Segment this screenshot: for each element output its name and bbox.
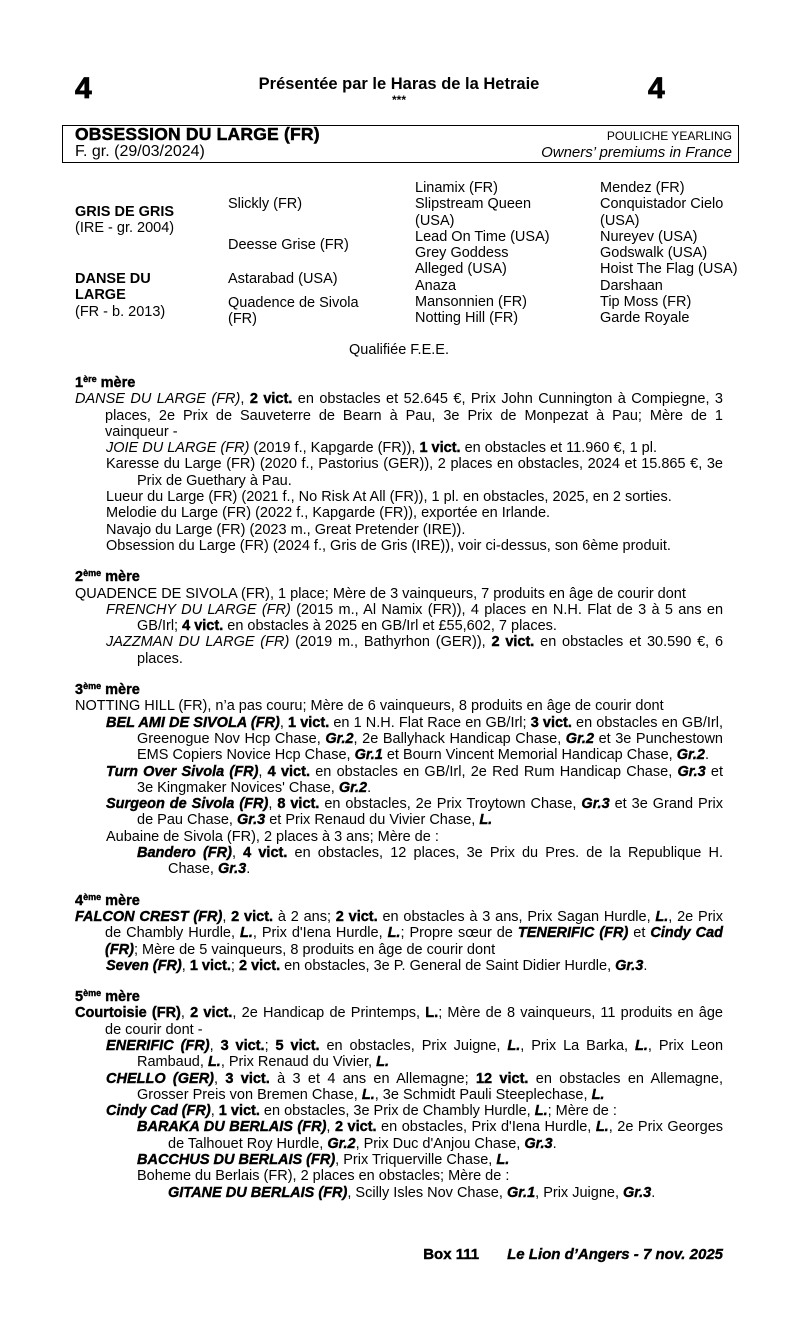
heading-ordinal: ère: [83, 374, 97, 384]
produce-entry: [75, 1119, 723, 1152]
entry-emphasis: 2 vict.: [249, 391, 293, 408]
dam-section-1: [75, 375, 723, 554]
dam-section-4: [75, 893, 723, 974]
produce-entry: [75, 456, 723, 489]
entry-text: Melodie du Large (FR) (2022 f., Kapgarde (FR)), exportée en Irlande.: [106, 505, 551, 522]
entry-text: , 3e Schmidt Pauli Steeplechase,: [374, 1086, 592, 1103]
heading-word: mère: [105, 682, 140, 699]
entry-text: ; Mère de 8 vainqueurs, 11 produits en âge de courir dont -: [105, 1005, 723, 1038]
section-heading: [75, 682, 723, 698]
sire-name: GRIS DE GRIS: [75, 204, 175, 220]
entry-emphasis: L.: [376, 1054, 390, 1071]
produce-entry: [75, 522, 723, 538]
entry-emphasis: L.: [595, 1119, 609, 1136]
entry-emphasis: L.: [496, 1152, 510, 1169]
dam-detail: (FR - b. 2013): [75, 303, 166, 320]
heading-word: mère: [100, 375, 136, 391]
entry-emphasis: Seven (FR): [106, 957, 182, 974]
entry-text: .: [643, 957, 648, 974]
entry-emphasis: 4 vict.: [182, 618, 224, 635]
entry-emphasis: Bandero (FR): [137, 845, 232, 862]
produce-entry: [75, 391, 723, 440]
entry-emphasis: Gr.3: [581, 796, 610, 813]
pedigree-gen2-item: Quadence de Sivola (FR): [228, 295, 359, 328]
entry-text: ,: [240, 391, 250, 408]
entry-emphasis: 2 vict.: [491, 634, 535, 651]
pedigree-dam: [75, 271, 185, 320]
entry-text: en obstacles en Allemagne, Grosser Preis von Bremen Chase,: [137, 1070, 724, 1103]
entry-text: ,: [209, 1037, 221, 1054]
pedigree-gen4: [600, 180, 780, 327]
entry-emphasis: L.: [591, 1086, 605, 1103]
entry-text: ;: [230, 957, 239, 974]
entry-emphasis: Turn Over Sivola (FR): [106, 763, 259, 780]
produce-entry: [75, 586, 723, 602]
dam-name: DANSE DU LARGE: [75, 271, 151, 304]
heading-ordinal: ème: [83, 891, 102, 902]
produce-entry: [75, 489, 723, 505]
entry-emphasis: GITANE DU BERLAIS (FR): [168, 1184, 348, 1201]
produce-entry: [75, 715, 723, 764]
entry-text: en obstacles, 3e Prix de Chambly Hurdle,: [259, 1103, 535, 1120]
heading-ordinal: ème: [83, 988, 102, 999]
pedigree-gen2-item: Deesse Grise (FR): [228, 237, 349, 253]
entry-text: , Prix La Barka,: [520, 1037, 636, 1054]
entry-text: Navajo du Large (FR) (2023 m., Great Pretender (IRE)).: [106, 521, 466, 538]
entry-emphasis: DANSE DU LARGE (FR): [75, 391, 241, 408]
pedigree-gen4-item: Hoist The Flag (USA): [600, 261, 738, 278]
entry-text: en obstacles, Prix Juigne,: [319, 1037, 508, 1054]
entry-text: Karesse du Large (FR) (2020 f., Pastorius (GER)), 2 places en obstacles, 2024 et 15.865 €, 3e Prix de Guethary à Pau.: [106, 456, 723, 489]
entry-emphasis: Gr.1: [506, 1184, 536, 1201]
entry-text: ,: [214, 1070, 226, 1087]
entry-text: en obstacles, 12 places, 3e Prix du Pres. de la Republique H. Chase,: [168, 845, 723, 878]
entry-text: et 3e Kingmaker Novices' Chase,: [137, 763, 723, 796]
produce-entry: [75, 1185, 723, 1201]
pedigree-gen4-item: Nureyev (USA): [600, 228, 698, 245]
entry-text: ;: [264, 1037, 276, 1054]
entry-emphasis: Cindy Cad (FR): [105, 925, 723, 958]
produce-entry: [75, 796, 723, 829]
pedigree-gen3-item: Notting Hill (FR): [415, 310, 519, 327]
pedigree-gen4-item: Godswalk (USA): [600, 245, 708, 262]
section-heading: [75, 989, 723, 1005]
horse-id-box: [62, 125, 739, 163]
entry-text: .: [651, 1184, 656, 1201]
pedigree-gen3-item: Mansonnien (FR): [415, 294, 528, 311]
produce-entry: [75, 1103, 723, 1119]
entry-emphasis: BACCHUS DU BERLAIS (FR): [137, 1152, 336, 1169]
entry-text: ; Propre sœur de: [400, 925, 518, 942]
entry-emphasis: 4 vict.: [243, 845, 288, 862]
entry-emphasis: L.: [635, 1037, 648, 1054]
entry-text: ; Mère de :: [547, 1103, 617, 1120]
entry-emphasis: 2 vict.: [238, 957, 281, 974]
produce-entry: [75, 634, 723, 667]
entry-text: en obstacles, 3e P. General de Saint Didier Hurdle,: [280, 957, 616, 974]
entry-emphasis: 2 vict.: [231, 908, 274, 925]
produce-entry: [75, 958, 723, 974]
heading-number: 1: [75, 375, 84, 391]
entry-emphasis: FALCON CREST (FR): [75, 908, 223, 925]
entry-emphasis: BARAKA DU BERLAIS (FR): [137, 1119, 327, 1136]
entry-text: .: [704, 747, 709, 764]
entry-emphasis: L.: [534, 1103, 548, 1120]
entry-text: ,: [258, 763, 268, 780]
entry-emphasis: Gr.2: [325, 730, 354, 747]
entry-text: , 2e Prix Georges de Talhouet Roy Hurdle,: [168, 1119, 724, 1152]
entry-emphasis: L.: [387, 925, 401, 942]
lot-number-right: 4: [648, 72, 665, 105]
entry-text: en obstacles et 30.590 €, 6 places.: [137, 634, 724, 667]
entry-text: Aubaine de Sivola (FR), 2 places à 3 ans; Mère de :: [106, 828, 439, 845]
heading-number: 3: [75, 682, 84, 699]
entry-text: et 3e Punchestown EMS Copiers Novice Hcp Chase,: [137, 730, 723, 764]
entry-text: à 3 et 4 ans en Allemagne;: [269, 1070, 476, 1087]
dam-line-sections: [75, 375, 723, 1216]
produce-entry: [75, 602, 723, 635]
presenter-title: Présentée par le Haras de la Hetraie: [258, 75, 540, 93]
entry-text: et 3e Grand Prix de Pau Chase,: [137, 796, 723, 829]
heading-word: mère: [105, 569, 140, 586]
entry-text: en obstacles à 3 ans, Prix Sagan Hurdle,: [377, 908, 656, 925]
heading-number: 4: [75, 892, 84, 909]
entry-emphasis: L.: [207, 1054, 221, 1071]
produce-entry: [75, 440, 723, 456]
entry-text: et Prix Renaud du Vivier Chase,: [265, 812, 480, 829]
entry-text: ,: [180, 1005, 191, 1022]
produce-entry: [75, 1152, 723, 1168]
entry-emphasis: 1 vict.: [189, 957, 231, 974]
entry-emphasis: Gr.2: [676, 747, 705, 764]
produce-entry: [75, 764, 723, 797]
heading-ordinal: ème: [83, 568, 102, 579]
owners-premiums: Owners’ premiums in France: [541, 144, 732, 161]
entry-emphasis: Gr.1: [354, 747, 383, 764]
entry-emphasis: CHELLO (GER): [106, 1070, 215, 1087]
section-heading: [75, 375, 723, 391]
entry-text: (2019 f., Kapgarde (FR)),: [249, 440, 420, 457]
entry-emphasis: Cindy Cad (FR): [106, 1103, 211, 1120]
produce-entry: [75, 505, 723, 521]
entry-emphasis: 2 vict.: [335, 908, 378, 925]
entry-emphasis: BEL AMI DE SIVOLA (FR): [106, 714, 280, 731]
entry-emphasis: 12 vict.: [475, 1070, 529, 1087]
entry-text: , Prix Leon Rambaud,: [137, 1037, 724, 1071]
pedigree-gen4-item: Mendez (FR): [600, 180, 685, 196]
produce-entry: [75, 1071, 723, 1104]
pedigree-gen4-item: Conquistador Cielo (USA): [600, 196, 724, 229]
entry-text: en obstacles et 11.960 €, 1 pl.: [460, 440, 657, 457]
entry-emphasis: JOIE DU LARGE (FR): [106, 440, 250, 457]
entry-text: .: [246, 861, 251, 878]
dam-section-3: [75, 682, 723, 878]
horse-name: OBSESSION DU LARGE (FR): [75, 124, 320, 144]
entry-emphasis: 3 vict.: [225, 1070, 270, 1087]
entry-text: , Prix Juigne,: [535, 1184, 623, 1201]
entry-emphasis: Gr.3: [623, 1184, 652, 1201]
produce-entry: [75, 538, 723, 554]
entry-emphasis: Gr.2: [565, 730, 595, 747]
produce-entry: [75, 1005, 723, 1038]
lot-number-left: 4: [75, 72, 92, 105]
entry-emphasis: 1 vict.: [419, 440, 461, 457]
entry-emphasis: 3 vict.: [220, 1037, 265, 1054]
dam-section-2: [75, 569, 723, 667]
entry-emphasis: Surgeon de Sivola (FR): [106, 796, 269, 813]
entry-emphasis: Gr.3: [217, 861, 247, 878]
pedigree-gen3-item: Linamix (FR): [415, 180, 498, 196]
entry-text: NOTTING HILL (FR), n’a pas couru; Mère de 6 vainqueurs, 8 produits en âge de courir dont: [75, 698, 664, 715]
entry-text: Boheme du Berlais (FR), 2 places en obstacles; Mère de :: [137, 1168, 510, 1185]
pedigree-gen4-item: Tip Moss (FR): [600, 294, 692, 311]
entry-emphasis: Gr.3: [677, 763, 706, 780]
entry-text: Lueur du Large (FR) (2021 f., No Risk At All (FR)), 1 pl. en obstacles, 2025, en 2 sorties.: [106, 489, 672, 506]
entry-text: ,: [279, 714, 289, 731]
pedigree-gen3-item: Grey Goddess: [415, 245, 509, 262]
entry-emphasis: L.: [425, 1005, 439, 1022]
entry-emphasis: Gr.2: [327, 1135, 356, 1152]
entry-text: en obstacles à 2025 en GB/Irl et £55,602, 7 places.: [223, 618, 557, 635]
entry-emphasis: Gr.3: [524, 1135, 553, 1152]
entry-text: et: [628, 925, 651, 942]
pedigree-gen3-item: Alleged (USA): [415, 261, 507, 278]
entry-text: ; Mère de 5 vainqueurs, 8 produits en âge de courir dont: [134, 941, 496, 958]
stars-separator: ***: [391, 93, 406, 107]
box-number: Box 111: [423, 1246, 480, 1263]
entry-emphasis: 4 vict.: [267, 763, 310, 780]
entry-emphasis: 1 vict.: [288, 714, 330, 731]
entry-emphasis: L.: [479, 812, 493, 829]
pedigree-gen3-item: Slipstream Queen (USA): [415, 196, 532, 229]
entry-text: ,: [231, 845, 244, 862]
entry-text: en obstacles en GB/Irl, 2e Red Rum Handicap Chase,: [309, 763, 678, 780]
entry-text: , 2e Ballyhack Handicap Chase,: [353, 730, 566, 747]
produce-entry: [75, 909, 723, 958]
entry-text: , Scilly Isles Nov Chase,: [347, 1184, 507, 1201]
entry-emphasis: L.: [655, 908, 669, 925]
entry-text: (2019 m., Bathyrhon (GER)),: [289, 634, 492, 651]
produce-entry: [75, 845, 723, 878]
entry-emphasis: Gr.2: [338, 779, 368, 796]
entry-text: en obstacles, 2e Prix Troytown Chase,: [319, 796, 582, 813]
pedigree-gen2-item: Slickly (FR): [228, 196, 303, 212]
entry-text: , Prix Triquerville Chase,: [335, 1152, 497, 1169]
entry-text: Obsession du Large (FR) (2024 f., Gris de Gris (IRE)), voir ci-dessus, son 6ème produit.: [106, 537, 671, 554]
entry-emphasis: L.: [240, 925, 253, 942]
entry-emphasis: 5 vict.: [275, 1037, 320, 1054]
entry-text: en obstacles et 52.645 €, Prix John Cunnington à Compiegne, 3 places, 2e Prix de Sauveterre de Bearn à Pau, 3e Prix de Monpezat à Pau; Mère de 1 vainqueur -: [105, 391, 723, 440]
produce-entry: [75, 829, 723, 845]
entry-text: en 1 N.H. Flat Race en GB/Irl;: [329, 714, 531, 731]
entry-text: ,: [210, 1103, 219, 1120]
entry-text: en obstacles, Prix d'Iena Hurdle,: [376, 1119, 596, 1136]
entry-emphasis: 8 vict.: [277, 796, 320, 813]
sire-detail: (IRE - gr. 2004): [75, 220, 175, 237]
dam-section-5: [75, 989, 723, 1201]
entry-text: ,: [222, 908, 232, 925]
entry-text: , Prix d'Iena Hurdle,: [252, 925, 388, 942]
horse-category: POULICHE YEARLING: [606, 129, 732, 143]
entry-text: (2015 m., Al Namix (FR)), 4 places en N.H. Flat de 3 à 5 ans en GB/Irl;: [137, 601, 724, 635]
pedigree-gen4-item: Garde Royale: [600, 310, 690, 327]
heading-number: 5: [75, 989, 84, 1006]
entry-text: à 2 ans;: [273, 908, 336, 925]
entry-emphasis: 3 vict.: [530, 714, 572, 731]
entry-text: en obstacles en GB/Irl, Greenogue Nov Hcp Chase,: [137, 714, 724, 747]
entry-emphasis: Gr.3: [615, 957, 644, 974]
entry-emphasis: 2 vict.: [334, 1119, 377, 1136]
page-footer: [423, 1246, 723, 1263]
entry-emphasis: ENERIFIC (FR): [106, 1037, 210, 1054]
section-heading: [75, 569, 723, 585]
heading-number: 2: [75, 569, 84, 586]
entry-emphasis: 1 vict.: [218, 1103, 260, 1120]
entry-text: QUADENCE DE SIVOLA (FR), 1 place; Mère de 3 vainqueurs, 7 produits en âge de courir dont: [75, 585, 686, 602]
qualification-note: Qualifiée F.E.E.: [349, 342, 449, 358]
entry-text: , Prix Renaud du Vivier,: [220, 1054, 377, 1071]
entry-emphasis: L.: [361, 1086, 375, 1103]
entry-text: , 2e Handicap de Printemps,: [232, 1005, 426, 1022]
entry-emphasis: 2 vict.: [190, 1005, 233, 1022]
pedigree-gen4-item: Darshaan: [600, 277, 663, 294]
entry-emphasis: Gr.3: [236, 812, 266, 829]
produce-entry: [75, 698, 723, 714]
entry-text: et Bourn Vincent Memorial Handicap Chase,: [382, 747, 677, 764]
entry-text: .: [367, 779, 372, 796]
entry-emphasis: TENERIFIC (FR): [517, 925, 629, 942]
entry-text: , Prix Duc d'Anjou Chase,: [355, 1135, 525, 1152]
heading-ordinal: ème: [83, 681, 102, 692]
entry-text: ,: [181, 957, 190, 974]
produce-entry: [75, 1168, 723, 1184]
pedigree-gen3-item: Anaza: [415, 277, 457, 294]
pedigree-gen2-item: Astarabad (USA): [228, 271, 338, 287]
pedigree-gen3-item: Lead On Time (USA): [415, 228, 550, 245]
entry-emphasis: Courtoisie (FR): [75, 1005, 181, 1022]
horse-description: F. gr. (29/03/2024): [75, 143, 205, 160]
entry-text: ,: [326, 1119, 335, 1136]
entry-emphasis: FRENCHY DU LARGE (FR): [106, 601, 291, 618]
heading-word: mère: [105, 892, 140, 909]
produce-entry: [75, 1038, 723, 1071]
heading-word: mère: [105, 989, 140, 1006]
entry-text: , 2e Prix de Chambly Hurdle,: [105, 908, 724, 942]
entry-emphasis: JAZZMAN DU LARGE (FR): [106, 634, 290, 651]
pedigree-gen3: [415, 180, 595, 327]
sale-place-date: Le Lion d’Angers - 7 nov. 2025: [507, 1246, 723, 1263]
entry-text: ,: [268, 796, 278, 813]
section-heading: [75, 893, 723, 909]
entry-text: .: [552, 1135, 557, 1152]
pedigree-sire: [75, 204, 215, 237]
entry-emphasis: L.: [507, 1037, 521, 1054]
